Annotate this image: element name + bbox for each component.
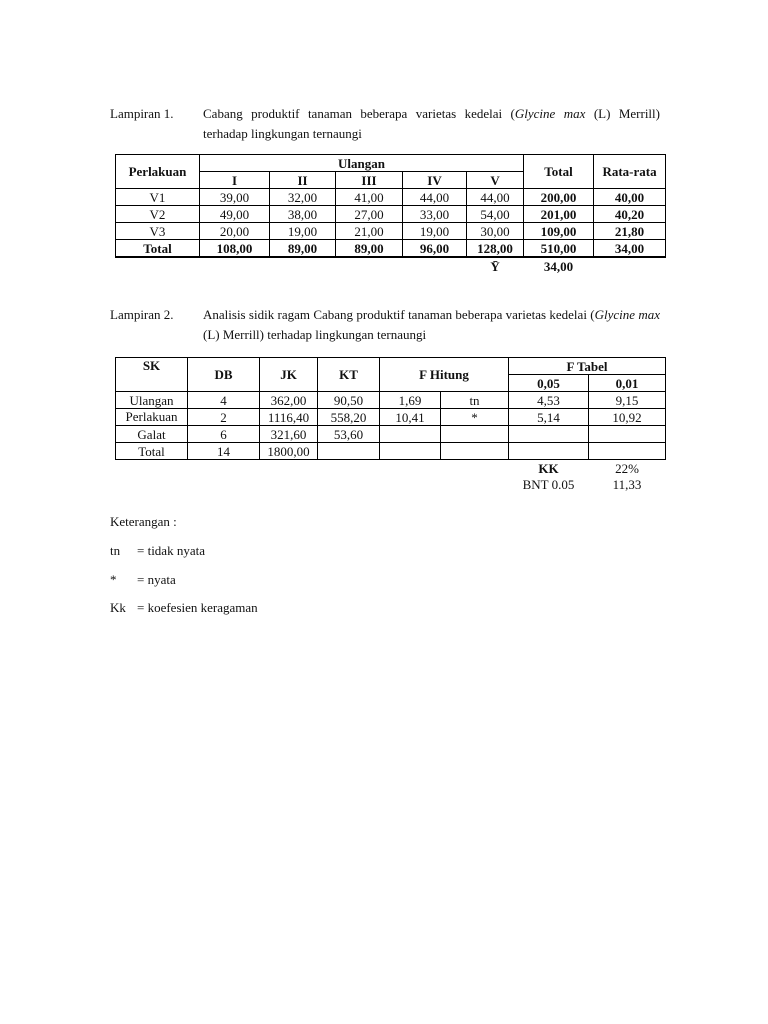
keterangan-key: tn <box>110 543 121 558</box>
keterangan-desc: = koefesien keragaman <box>137 600 258 615</box>
sig-cell: tn <box>441 392 509 409</box>
cell: 38,00 <box>270 206 336 223</box>
f05-cell <box>509 443 589 460</box>
db-cell: 4 <box>188 392 260 409</box>
cell: 20,00 <box>200 223 270 240</box>
header-jk: JK <box>260 358 318 392</box>
db-cell: 2 <box>188 409 260 426</box>
table-cabang-produktif <box>115 154 666 274</box>
cell: 89,00 <box>270 240 336 258</box>
lampiran-2-label: Lampiran 2. <box>110 307 174 322</box>
fhit-cell: 10,41 <box>380 409 441 426</box>
header-f-005: 0,05 <box>509 375 589 392</box>
f01-cell: 10,92 <box>589 409 666 426</box>
cell-grand-rata: 34,00 <box>594 240 666 258</box>
keterangan-item-nyata <box>110 570 176 590</box>
header-perlakuan: Perlakuan <box>116 155 200 189</box>
cell: 49,00 <box>200 206 270 223</box>
lampiran-2-text-b: (L) Merrill) terhadap lingkungan ternaungi <box>203 327 427 342</box>
cell: 19,00 <box>403 223 467 240</box>
db-cell: 6 <box>188 426 260 443</box>
cell: 54,00 <box>467 206 524 223</box>
header-ulangan-v: V <box>467 172 524 189</box>
cell: 128,00 <box>467 240 524 258</box>
header-db: DB <box>188 358 260 392</box>
ybar-value: 34,00 <box>543 258 574 274</box>
header-f-001: 0,01 <box>589 375 666 392</box>
header-rata-rata: Rata-rata <box>594 155 666 189</box>
lampiran-1-text <box>203 104 660 144</box>
f01-cell <box>589 426 666 443</box>
table-row <box>116 189 666 206</box>
cell: 108,00 <box>200 240 270 258</box>
keterangan-key: * <box>110 572 117 587</box>
sig-cell <box>441 443 509 460</box>
header-f-hitung: F Hitung <box>380 358 509 392</box>
lampiran-1-text-a: Cabang produktif tanaman beberapa varietas kedelai ( <box>203 106 515 121</box>
table-row-total <box>116 240 666 258</box>
cell: 33,00 <box>403 206 467 223</box>
keterangan-item-tn <box>110 541 205 561</box>
table-row <box>116 206 666 223</box>
table-row <box>116 426 666 443</box>
cell: 39,00 <box>200 189 270 206</box>
jk-cell: 321,60 <box>260 426 318 443</box>
lampiran-1-caption <box>110 104 660 144</box>
cell-total: 109,00 <box>524 223 594 240</box>
kt-cell <box>318 443 380 460</box>
kk-label: KK <box>538 460 559 476</box>
f05-cell: 5,14 <box>509 409 589 426</box>
header-ulangan: Ulangan <box>200 155 524 172</box>
keterangan-desc: = tidak nyata <box>137 543 205 558</box>
f01-cell: 9,15 <box>589 392 666 409</box>
fhit-cell <box>380 443 441 460</box>
lampiran-2-text <box>203 305 660 345</box>
row-label: V3 <box>116 223 200 240</box>
kt-cell: 53,60 <box>318 426 380 443</box>
ybar-label: Ȳ <box>490 258 500 274</box>
f05-cell <box>509 426 589 443</box>
cell-rata: 21,80 <box>594 223 666 240</box>
header-f-tabel: F Tabel <box>509 358 666 375</box>
sig-cell: * <box>441 409 509 426</box>
kt-cell: 558,20 <box>318 409 380 426</box>
cell: 21,00 <box>336 223 403 240</box>
lampiran-2-text-a: Analisis sidik ragam Cabang produktif tanaman beberapa varietas kedelai ( <box>203 307 595 322</box>
bnt-value: 11,33 <box>612 476 642 492</box>
f01-cell <box>589 443 666 460</box>
cell-total: 200,00 <box>524 189 594 206</box>
sk-cell: Perlakuan <box>116 409 188 426</box>
lampiran-1-species: Glycine max <box>514 106 586 121</box>
keterangan-key: Kk <box>110 600 126 615</box>
cell: 19,00 <box>270 223 336 240</box>
fhit-cell: 1,69 <box>380 392 441 409</box>
table-row <box>116 443 666 460</box>
cell: 44,00 <box>467 189 524 206</box>
bnt-label: BNT 0.05 <box>522 476 575 492</box>
lampiran-2-caption <box>110 305 660 345</box>
table-anova <box>115 357 666 492</box>
keterangan-title: Keterangan : <box>110 514 177 529</box>
cell: 41,00 <box>336 189 403 206</box>
header-ulangan-i: I <box>200 172 270 189</box>
header-kt: KT <box>318 358 380 392</box>
header-sk: SK <box>116 358 188 392</box>
f05-cell: 4,53 <box>509 392 589 409</box>
table-row <box>116 223 666 240</box>
sk-cell: Ulangan <box>116 392 188 409</box>
row-label-total: Total <box>116 240 200 258</box>
sig-cell <box>441 426 509 443</box>
sk-cell: Galat <box>116 426 188 443</box>
keterangan-item-kk <box>110 598 258 618</box>
cell-grand-total: 510,00 <box>524 240 594 258</box>
cell-total: 201,00 <box>524 206 594 223</box>
header-ulangan-iv: IV <box>403 172 467 189</box>
sk-cell: Total <box>116 443 188 460</box>
table-row <box>116 392 666 409</box>
header-ulangan-ii: II <box>270 172 336 189</box>
cell-rata: 40,00 <box>594 189 666 206</box>
jk-cell: 362,00 <box>260 392 318 409</box>
lampiran-2-species: Glycine max <box>594 307 660 322</box>
row-label: V1 <box>116 189 200 206</box>
row-label: V2 <box>116 206 200 223</box>
header-total: Total <box>524 155 594 189</box>
jk-cell: 1800,00 <box>260 443 318 460</box>
jk-cell: 1116,40 <box>260 409 318 426</box>
lampiran-1-label: Lampiran 1. <box>110 106 174 121</box>
header-ulangan-iii: III <box>336 172 403 189</box>
kk-value: 22% <box>615 460 639 476</box>
cell: 30,00 <box>467 223 524 240</box>
keterangan-desc: = nyata <box>137 572 176 587</box>
cell: 44,00 <box>403 189 467 206</box>
cell: 96,00 <box>403 240 467 258</box>
cell: 89,00 <box>336 240 403 258</box>
table-row <box>116 409 666 426</box>
db-cell: 14 <box>188 443 260 460</box>
cell: 27,00 <box>336 206 403 223</box>
fhit-cell <box>380 426 441 443</box>
cell-rata: 40,20 <box>594 206 666 223</box>
lampiran-1-text-b: (L) Merrill) terhadap lingkungan ternaungi <box>203 106 660 141</box>
kt-cell: 90,50 <box>318 392 380 409</box>
cell: 32,00 <box>270 189 336 206</box>
